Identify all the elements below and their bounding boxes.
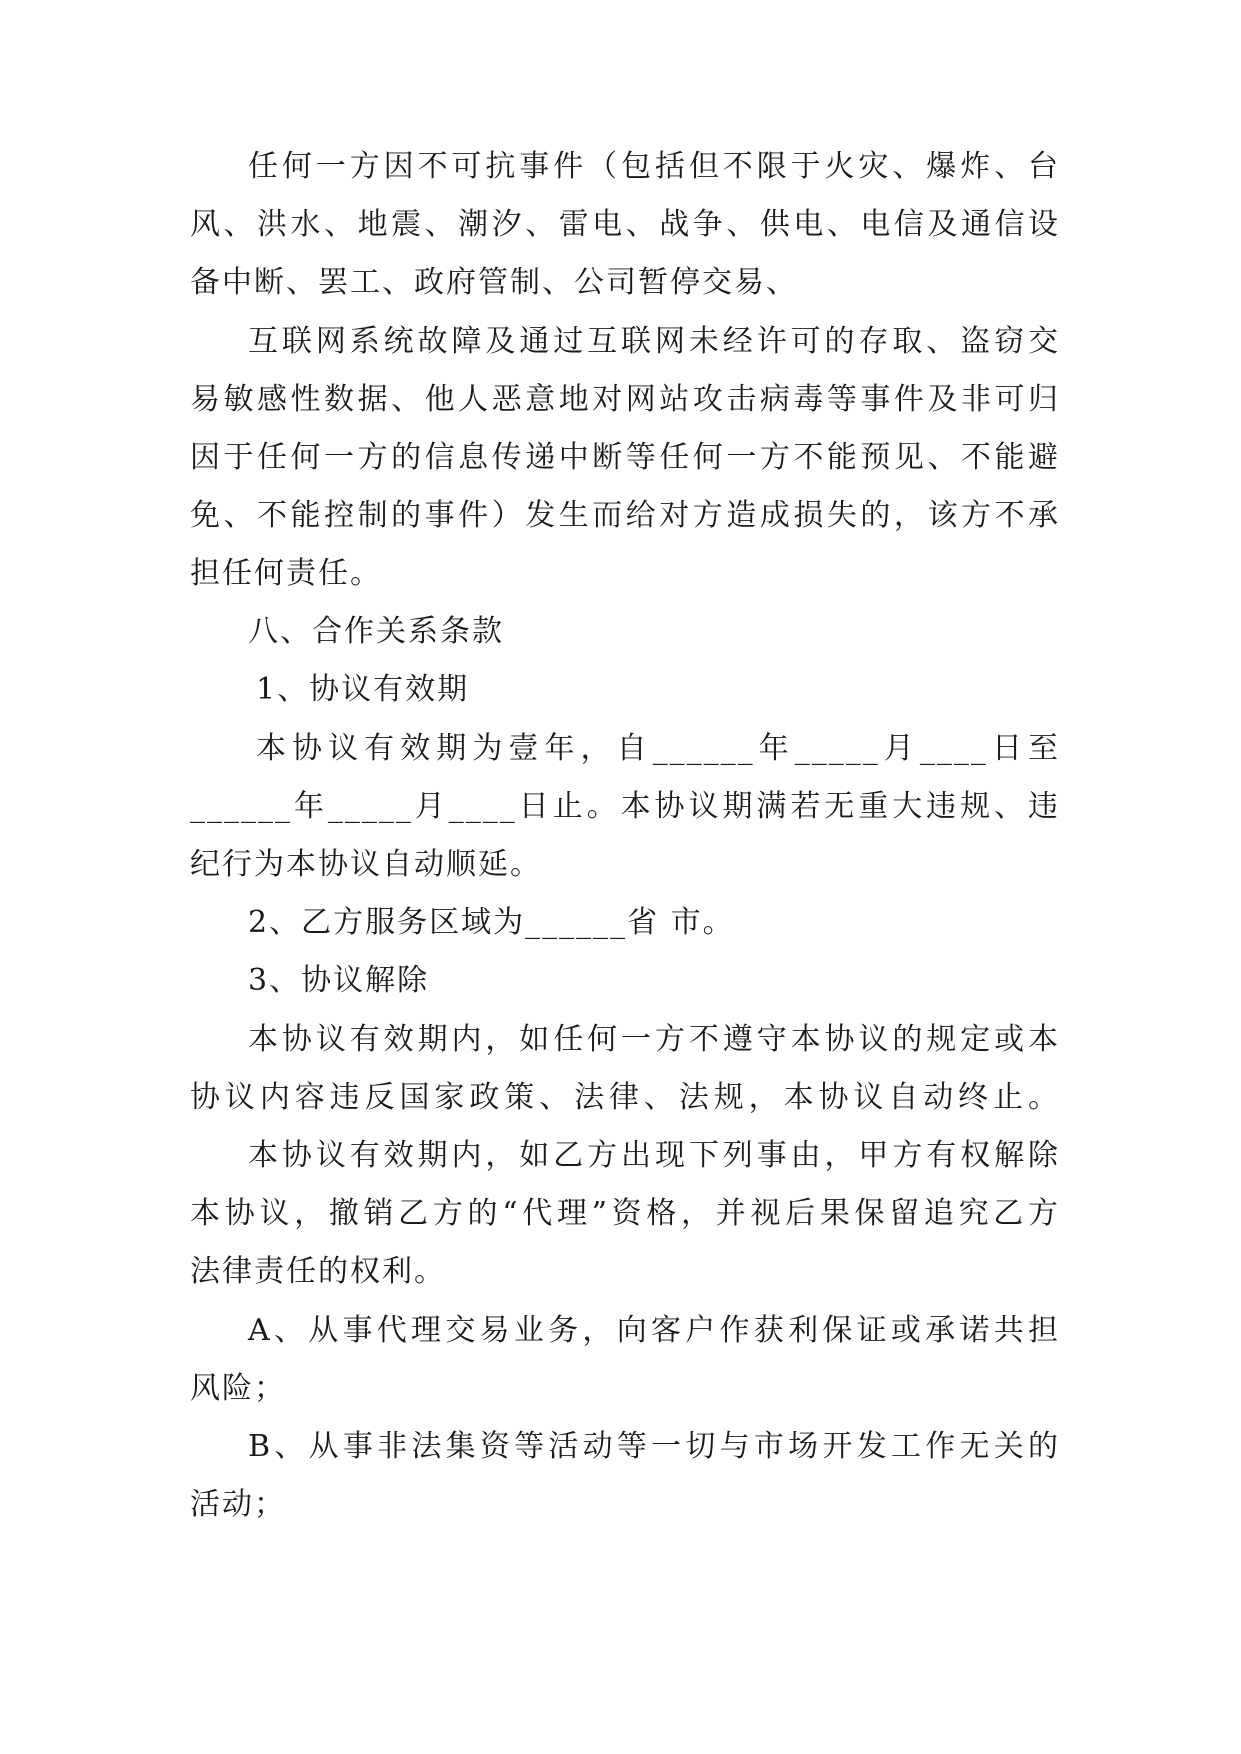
text-line: 协议内容违反国家政策、法律、法规，本协议自动终止。 <box>190 1080 1060 1115</box>
subsection-heading: 3、协议解除 <box>248 963 430 998</box>
text-line: 纪行为本协议自动顺延。 <box>190 847 542 882</box>
text-line: 本协议有效期内，如乙方出现下列事由，甲方有权解除 <box>248 1138 1060 1173</box>
text-line: 本协议有效期为壹年，自______年_____月____日至 <box>256 731 1060 766</box>
text-line: 活动； <box>190 1487 286 1522</box>
text-line: B、从事非法集资等活动等一切与市场开发工作无关的 <box>248 1429 1060 1464</box>
text-line: 互联网系统故障及通过互联网未经许可的存取、盗窃交 <box>248 324 1060 359</box>
text-line: 2、乙方服务区域为______省 市。 <box>248 905 735 940</box>
subsection-heading: 1、协议有效期 <box>256 672 470 707</box>
text-line: 法律责任的权利。 <box>190 1254 446 1289</box>
text-line: 因于任何一方的信息传递中断等任何一方不能预见、不能避 <box>190 440 1060 475</box>
text-line: 本协议，撤销乙方的“代理”资格，并视后果保留追究乙方 <box>190 1196 1060 1231</box>
text-line: 任何一方因不可抗事件（包括但不限于火灾、爆炸、台 <box>248 149 1060 184</box>
text-line: A、从事代理交易业务，向客户作获利保证或承诺共担 <box>248 1313 1060 1348</box>
text-line: 风险； <box>190 1371 286 1406</box>
text-line: 易敏感性数据、他人恶意地对网站攻击病毒等事件及非可归 <box>190 382 1060 417</box>
text-line: 本协议有效期内，如任何一方不遵守本协议的规定或本 <box>248 1022 1060 1057</box>
text-line: 担任何责任。 <box>190 556 382 591</box>
text-line: 备中断、罢工、政府管制、公司暂停交易、 <box>190 265 798 300</box>
text-line: 免、不能控制的事件）发生而给对方造成损失的，该方不承 <box>190 498 1060 533</box>
text-line: 风、洪水、地震、潮汐、雷电、战争、供电、电信及通信设 <box>190 207 1060 242</box>
text-line: ______年_____月____日止。本协议期满若无重大违规、违 <box>190 789 1060 824</box>
section-heading: 八、合作关系条款 <box>248 614 504 649</box>
